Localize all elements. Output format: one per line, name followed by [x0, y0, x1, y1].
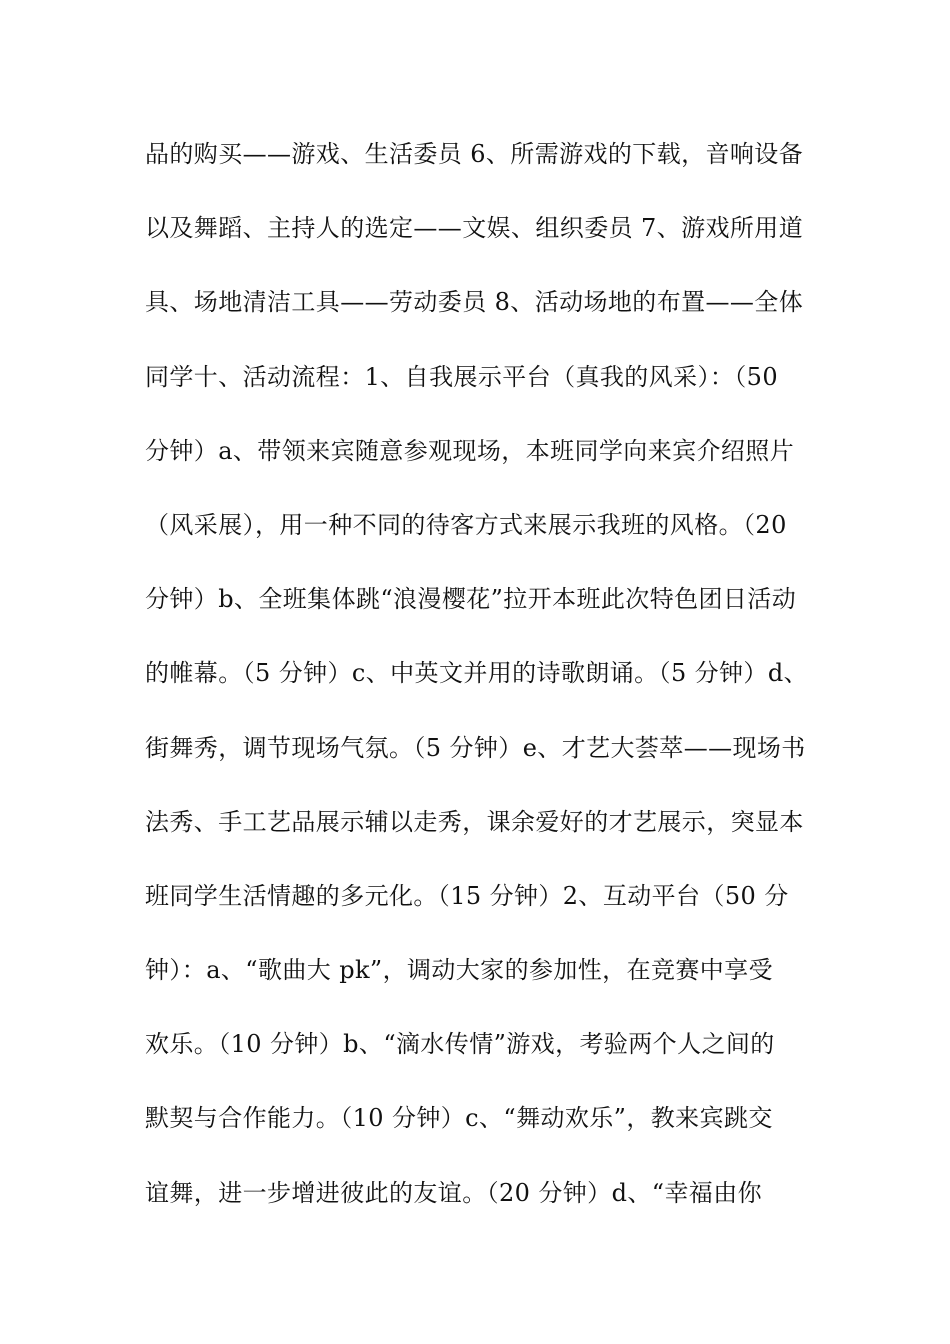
text-line: 具、场地清洁工具——劳动委员 8、活动场地的布置——全体	[145, 288, 804, 317]
text-line: 法秀、手工艺品展示辅以走秀，课余爱好的才艺展示，突显本	[145, 807, 804, 836]
text-line: 街舞秀，调节现场气氛。（5 分钟）e、才艺大荟萃——现场书	[145, 733, 806, 762]
text-line: 品的购买——游戏、生活委员 6、所需游戏的下载，音响设备	[145, 140, 804, 168]
body-text	[145, 130, 810, 1243]
text-line: 班同学生活情趣的多元化。（15 分钟）2、互动平台（50 分	[145, 881, 789, 910]
text-line: 钟）：a、“歌曲大 pk”，调动大家的参加性，在竞赛中享受	[145, 956, 773, 985]
text-line: 分钟）a、带领来宾随意参观现场，本班同学向来宾介绍照片	[145, 436, 795, 465]
text-line: 以及舞蹈、主持人的选定——文娱、组织委员 7、游戏所用道	[145, 214, 804, 243]
text-line: 的帷幕。（5 分钟）c、中英文并用的诗歌朗诵。（5 分钟）d、	[145, 659, 808, 688]
text-line: 欢乐。（10 分钟）b、“滴水传情”游戏，考验两个人之间的	[145, 1030, 775, 1059]
text-line: 同学十、活动流程：1、自我展示平台（真我的风采）：（50	[145, 362, 779, 391]
text-line: 分钟）b、全班集体跳“浪漫樱花”拉开本班此次特色团日活动	[145, 585, 797, 614]
text-line: 默契与合作能力。（10 分钟）c、“舞动欢乐”，教来宾跳交	[145, 1104, 773, 1133]
text-line: 谊舞，进一步增进彼此的友谊。（20 分钟）d、“幸福由你	[145, 1178, 762, 1207]
text-line: （风采展），用一种不同的待客方式来展示我班的风格。（20	[145, 510, 787, 539]
